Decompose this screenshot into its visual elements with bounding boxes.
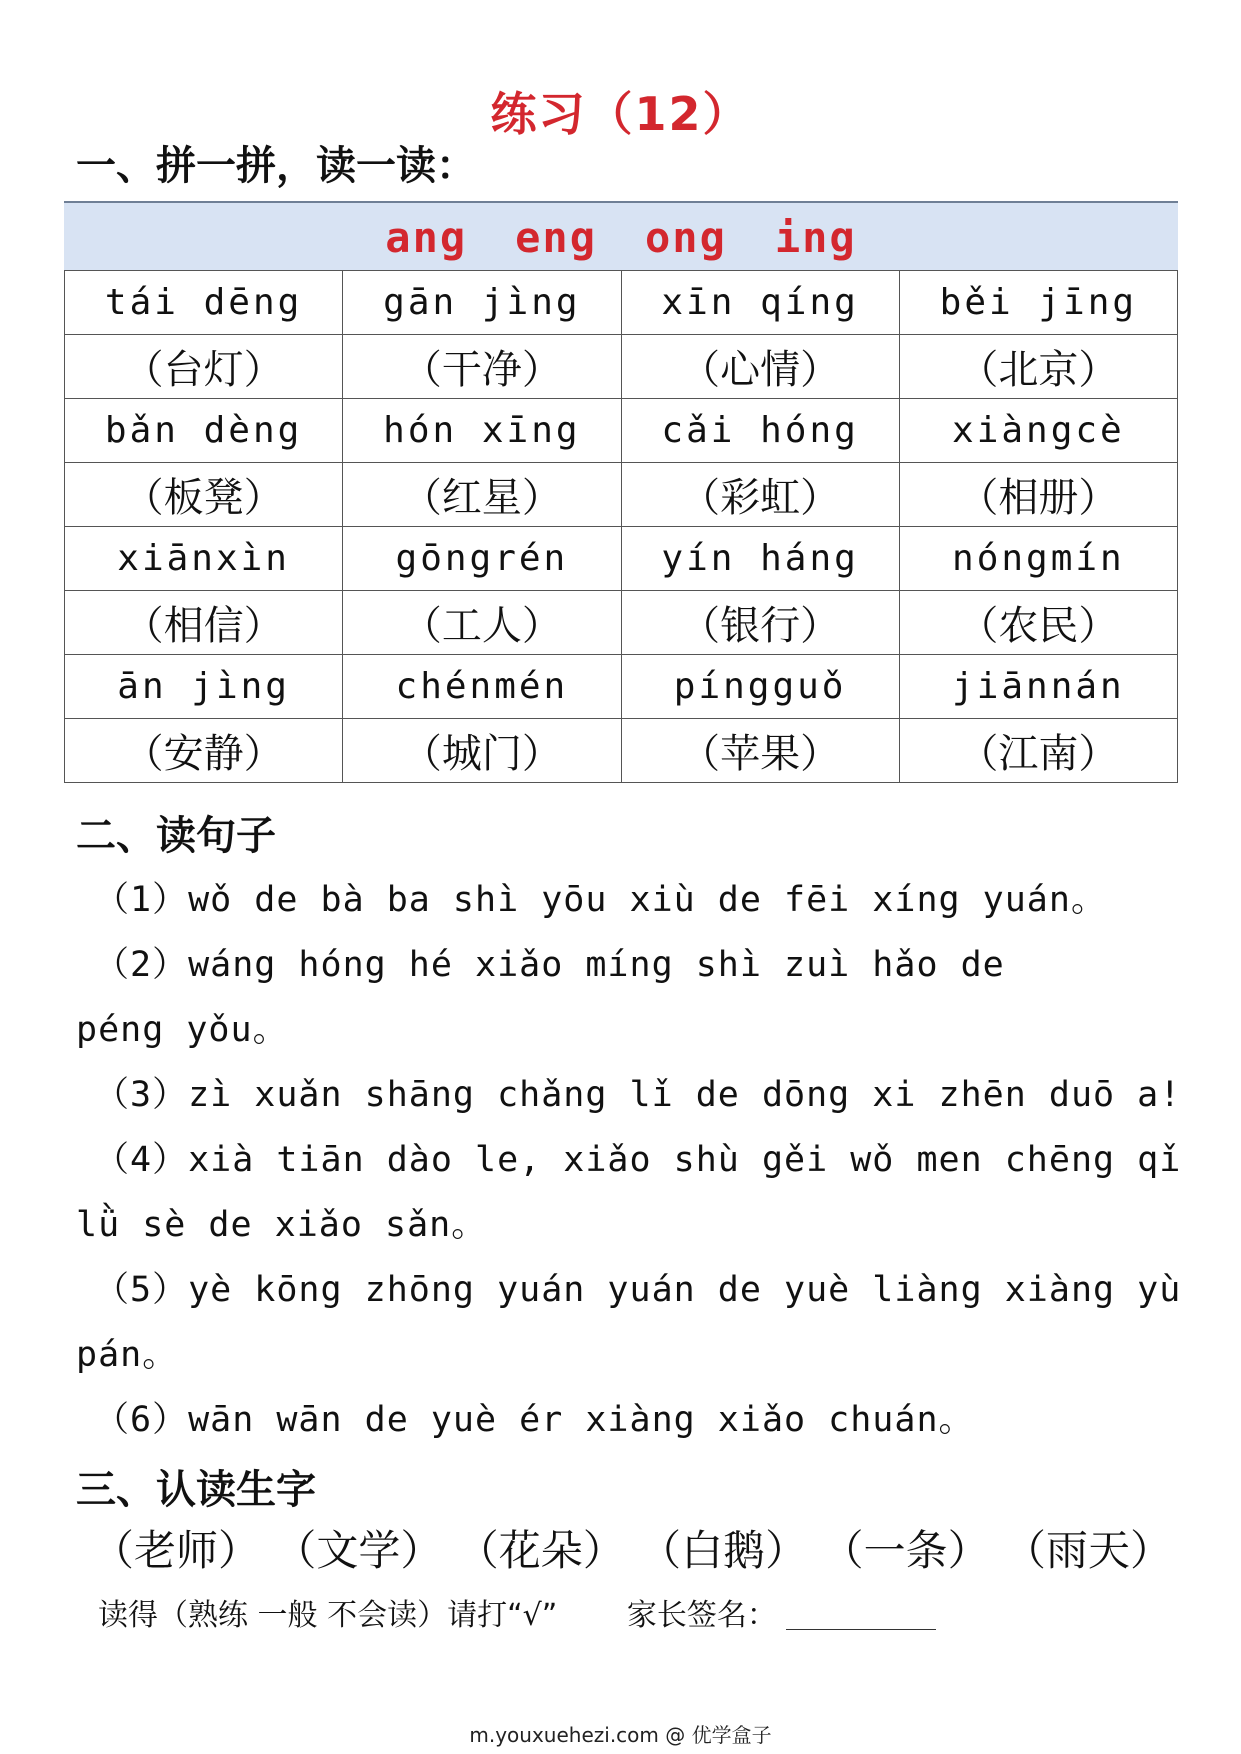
section-1-heading: 一、拼一拼，读一读：	[76, 143, 476, 189]
word-item: （老师）	[92, 1526, 261, 1575]
table-row	[65, 399, 1178, 463]
table-row	[65, 463, 1178, 527]
table-row	[65, 719, 1178, 783]
sentence-line: （5）yè kōng zhōng yuán yuán de yuè liàng xiàng yù	[94, 1270, 1182, 1310]
vowel-banner	[64, 201, 1178, 271]
table-row	[65, 527, 1178, 591]
hanzi-cell: （安静）	[65, 719, 343, 783]
word-item: （一条）	[821, 1526, 990, 1575]
pinyin-cell: jiānnán	[899, 655, 1177, 719]
pinyin-cell: hón xīng	[343, 399, 621, 463]
section-2-heading: 二、读句子	[76, 813, 276, 859]
pinyin-cell: tái dēng	[65, 271, 343, 335]
pinyin-cell: nóngmín	[899, 527, 1177, 591]
signature-label: 家长签名：	[626, 1598, 777, 1633]
sentence-line: péng yǒu。	[76, 1010, 289, 1050]
pinyin-cell: xīn qíng	[621, 271, 899, 335]
word-item: （文学）	[274, 1526, 443, 1575]
pinyin-cell: gōngrén	[343, 527, 621, 591]
reading-instruction: 读得（熟练 一般 不会读）请打“√”	[98, 1598, 558, 1633]
hanzi-cell: （银行）	[621, 591, 899, 655]
hanzi-cell: （相信）	[65, 591, 343, 655]
signature-field[interactable]	[786, 1603, 936, 1630]
page-title: 练习（12）	[490, 87, 751, 141]
pinyin-cell: ān jìng	[65, 655, 343, 719]
sentence-line: （3）zì xuǎn shāng chǎng lǐ de dōng xi zhēn duō a!	[94, 1075, 1182, 1115]
table-row	[65, 271, 1178, 335]
hanzi-cell: （北京）	[899, 335, 1177, 399]
hanzi-cell: （心情）	[621, 335, 899, 399]
word-item: （花朵）	[456, 1526, 625, 1575]
sentence-line: （4）xià tiān dào le, xiǎo shù gěi wǒ men chēng qǐ	[94, 1140, 1182, 1180]
banner-item: ong	[645, 212, 727, 262]
hanzi-cell: （台灯）	[65, 335, 343, 399]
pinyin-cell: gān jìng	[343, 271, 621, 335]
table-row	[65, 335, 1178, 399]
pinyin-cell: píngguǒ	[621, 655, 899, 719]
hanzi-cell: （苹果）	[621, 719, 899, 783]
sentence-line: （6）wān wān de yuè ér xiàng xiǎo chuán。	[94, 1400, 975, 1440]
sentence-line: lǜ sè de xiǎo sǎn。	[76, 1205, 488, 1245]
pinyin-cell: běi jīng	[899, 271, 1177, 335]
reading-note	[98, 1590, 936, 1634]
hanzi-cell: （江南）	[899, 719, 1177, 783]
pinyin-cell: yín háng	[621, 527, 899, 591]
hanzi-cell: （工人）	[343, 591, 621, 655]
pinyin-cell: xiàngcè	[899, 399, 1177, 463]
pinyin-table	[64, 270, 1178, 783]
footer-watermark: m.youxuehezi.com @ 优学盒子	[469, 1723, 772, 1747]
sentence-line: （1）wǒ de bà ba shì yōu xiù de fēi xíng yuán。	[94, 880, 1107, 920]
table-row	[65, 591, 1178, 655]
table-row	[65, 655, 1178, 719]
sentence-line: （2）wáng hóng hé xiǎo míng shì zuì hǎo de	[94, 945, 1005, 985]
banner-item: eng	[515, 212, 597, 262]
pinyin-cell: xiānxìn	[65, 527, 343, 591]
character-list	[92, 1518, 1172, 1578]
hanzi-cell: （红星）	[343, 463, 621, 527]
hanzi-cell: （干净）	[343, 335, 621, 399]
section-3-heading: 三、认读生字	[76, 1467, 316, 1513]
hanzi-cell: （相册）	[899, 463, 1177, 527]
pinyin-cell: cǎi hóng	[621, 399, 899, 463]
word-item: （白鹅）	[639, 1526, 808, 1575]
word-item: （雨天）	[1003, 1526, 1172, 1575]
pinyin-cell: chénmén	[343, 655, 621, 719]
hanzi-cell: （城门）	[343, 719, 621, 783]
hanzi-cell: （农民）	[899, 591, 1177, 655]
pinyin-cell: bǎn dèng	[65, 399, 343, 463]
hanzi-cell: （彩虹）	[621, 463, 899, 527]
hanzi-cell: （板凳）	[65, 463, 343, 527]
sentence-line: pán。	[76, 1335, 179, 1375]
banner-item: ing	[774, 212, 857, 262]
banner-item: ang	[385, 212, 468, 262]
